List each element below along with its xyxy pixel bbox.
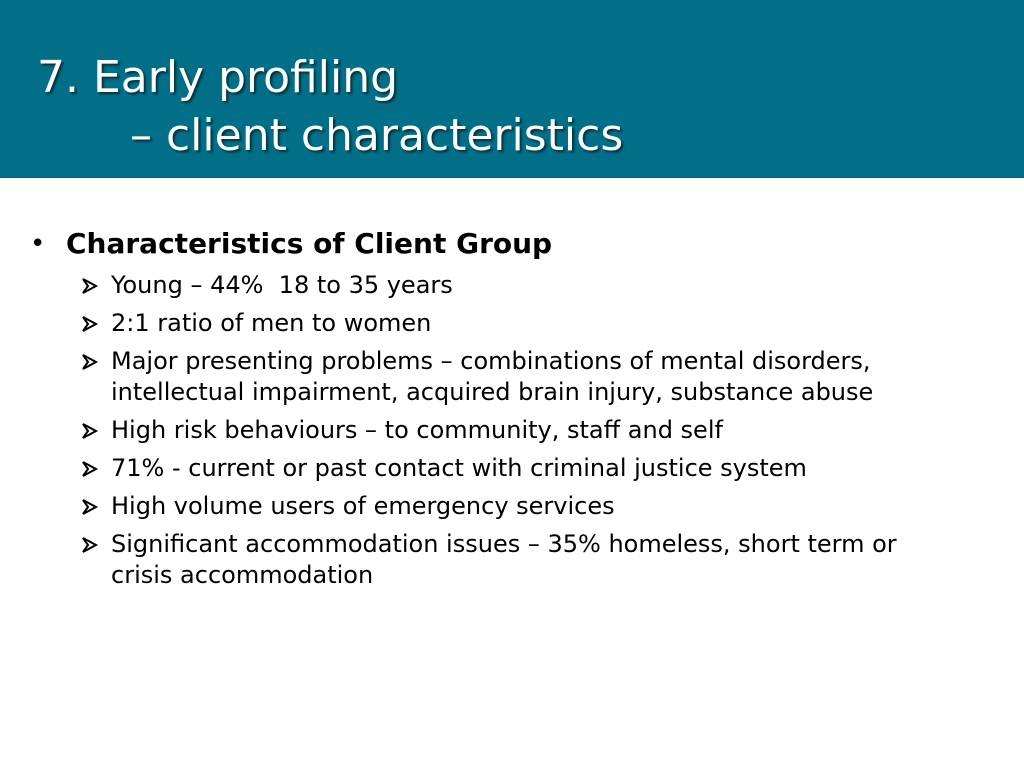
sub-bullet-item — [81, 346, 981, 408]
arrow-bullet-icon — [81, 453, 111, 484]
sub-bullet-text: 71% - current or past contact with criminal justice system — [111, 454, 807, 482]
sub-bullet-text: Major presenting problems – combinations of mental disorders, intellectual impairment, acquired brain injury, substance abuse — [111, 347, 879, 406]
sub-bullet-item — [81, 415, 981, 446]
sub-bullet-item — [81, 270, 981, 301]
sub-bullet-item — [81, 529, 981, 591]
sub-bullet-item — [81, 453, 981, 484]
sub-bullet-item — [81, 308, 981, 339]
arrow-bullet-icon — [81, 415, 111, 446]
bullet-dot-icon: • — [30, 229, 46, 259]
sub-bullet-text: High risk behaviours – to community, staff and self — [111, 416, 723, 444]
sub-bullet-text: High volume users of emergency services — [111, 492, 615, 520]
arrow-bullet-icon — [81, 308, 111, 339]
slide-title-line-2: – client characteristics — [130, 110, 624, 161]
sub-bullet-item — [81, 491, 981, 522]
bullet-item-characteristics — [30, 226, 552, 262]
sub-bullet-text: Significant accommodation issues – 35% homeless, short term or crisis accommodation — [111, 530, 905, 589]
arrow-bullet-icon — [81, 491, 111, 522]
arrow-bullet-icon — [81, 270, 111, 301]
arrow-bullet-icon — [81, 346, 111, 377]
arrow-bullet-icon — [81, 529, 111, 560]
slide-title-line-1: 7. Early profiling — [37, 52, 399, 103]
sub-bullet-list — [81, 270, 981, 598]
bullet-heading: Characteristics of Client Group — [66, 227, 553, 260]
sub-bullet-text: Young – 44% 18 to 35 years — [111, 271, 453, 299]
sub-bullet-text: 2:1 ratio of men to women — [111, 309, 432, 337]
